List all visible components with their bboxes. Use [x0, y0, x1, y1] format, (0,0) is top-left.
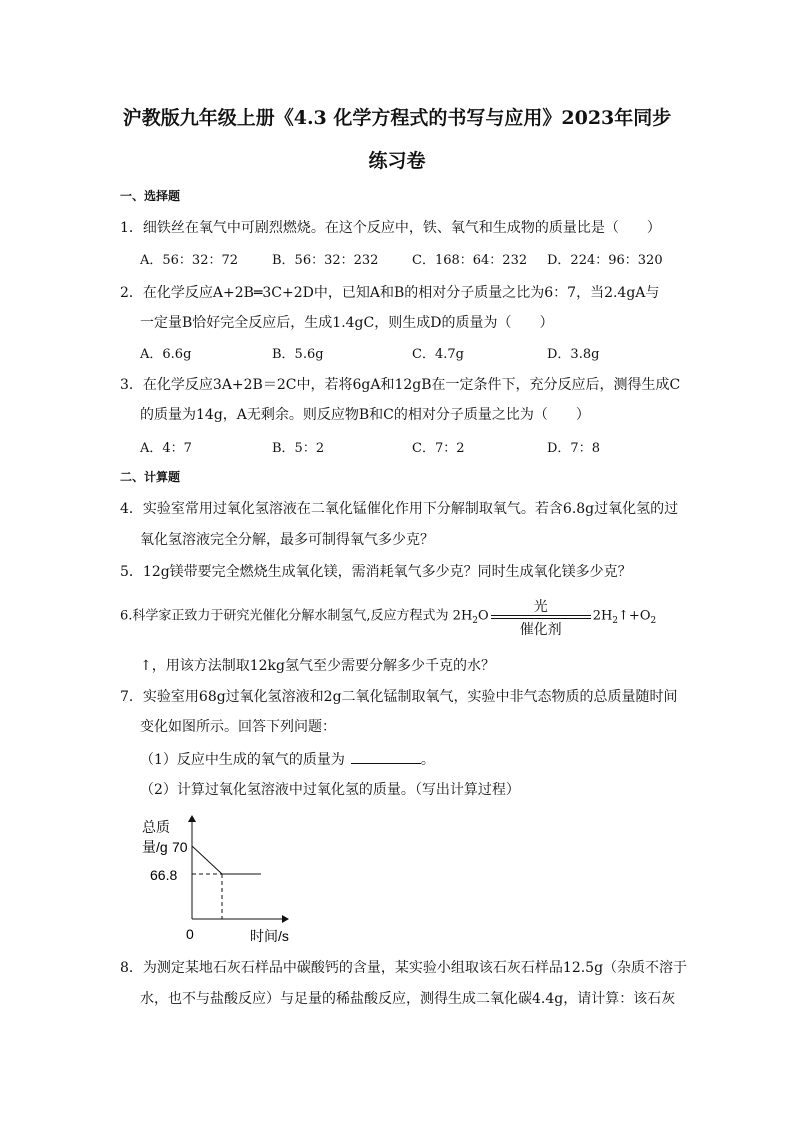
reaction-condition: [491, 596, 591, 636]
question-2-line-1: 2．在化学反应A+2B═3C+2D中，已知A和B的相对分子质量之比为6：7，当2.4gA与: [120, 285, 660, 301]
answer-blank[interactable]: [351, 749, 421, 764]
q3-option-d: D．7：8: [547, 441, 600, 456]
question-6-line-2: ↑，用该方法制取12kg氢气至少需要分解多少千克的水？: [140, 658, 495, 674]
question-7-sub-2: （2）计算过氧化氢溶液中过氧化氢的质量。（写出计算过程）: [140, 782, 520, 798]
q6-product-h2: 2H: [592, 608, 613, 624]
title-line-1: 沪教版九年级上册《4.3 化学方程式的书写与应用》2023年同步: [122, 107, 672, 129]
q1-option-a: A．56：32：72: [140, 253, 239, 268]
y-axis-label-line-2: 量/g: [142, 839, 168, 855]
q6-product-rest: ↑+O: [618, 608, 651, 624]
section-calc-heading: 二、计算题: [120, 470, 181, 484]
question-1-text: 1．细铁丝在氧气中可剧烈燃烧。在这个反应中，铁、氧气和生成物的质量比是（ ）: [120, 220, 661, 236]
question-8-line-2: 水，也不与盐酸反应）与足量的稀盐酸反应，测得生成二氧化碳4.4g，请计算：该石灰: [140, 991, 676, 1007]
q2-option-a: A．6.6g: [140, 347, 192, 362]
q3-option-a: A．4：7: [140, 441, 192, 456]
title-line-2: 练习卷: [368, 150, 426, 172]
section-choice-heading: 一、选择题: [120, 189, 181, 203]
question-4-line-2: 氧化氢溶液完全分解，最多可制得氧气多少克？: [140, 532, 434, 548]
q3-option-b: B．5：2: [272, 441, 325, 456]
q6-h2o-rest: O: [478, 608, 489, 624]
q2-option-d: D．3.8g: [547, 347, 600, 362]
question-6-line-1: 6.科学家正致力于研究光催化分解水制氢气,反应方程式为 $2H_2O$ 光 催化剂 $2H_2↑+O_2$: [120, 596, 656, 636]
condition-light: 光: [533, 599, 548, 615]
mass-series-line: [192, 846, 261, 874]
x-axis-label: 时间/s: [250, 928, 289, 944]
q3-option-c: C．7：2: [412, 441, 465, 456]
q6-prefix: 6.科学家正致力于研究光催化分解水制氢气,反应方程式为 2H: [120, 608, 473, 624]
q1-option-c: C．168：64：232: [412, 253, 528, 268]
condition-catalyst: 催化剂: [519, 622, 562, 638]
question-8-line-1: 8．为测定某地石灰石样品中碳酸钙的含量，某实验小组取该石灰石样品12.5g（杂质不溶于: [120, 960, 688, 976]
question-4-line-1: 4．实验室常用过氧化氢溶液在二氧化锰催化作用下分解制取氧气。若含6.8g过氧化氢的过: [120, 501, 679, 517]
question-5-text: 5．12g镁带要完全燃烧生成氧化镁，需消耗氧气多少克？同时生成氧化镁多少克？: [120, 564, 632, 580]
question-3-line-1: 3．在化学反应3A+2B＝2C中，若将6gA和12gB在一定条件下，充分反应后，测得生成C: [120, 377, 681, 393]
q1-option-b: B．56：32：232: [272, 253, 379, 268]
question-7-line-1: 7．实验室用68g过氧化氢溶液和2g二氧化锰制取氧气，实验中非气态物质的总质量随时间: [120, 689, 678, 705]
y-tick-66-8: 66.8: [150, 867, 178, 883]
question-7-line-2: 变化如图所示。回答下列问题：: [140, 719, 336, 735]
y-tick-70: 70: [172, 839, 188, 855]
q1-option-d: D．224：96：320: [547, 253, 663, 268]
q2-option-c: C．4.7g: [412, 347, 464, 362]
origin-label: 0: [186, 926, 194, 942]
q2-option-b: B．5.6g: [272, 347, 324, 362]
q7-sub1-end: 。: [420, 752, 435, 768]
y-axis-label-line-1: 总质: [142, 819, 170, 835]
question-3-line-2: 的质量为14g，A无剩余。则反应物B和C的相对分子质量之比为（ ）: [140, 407, 590, 423]
question-7-sub-1: [140, 749, 435, 769]
q7-sub1-text: （1）反应中生成的氧气的质量为: [140, 752, 345, 768]
question-2-line-2: 一定量B恰好完全反应后，生成1.4gC，则生成D的质量为（ ）: [140, 315, 554, 331]
mass-time-chart: [140, 814, 310, 944]
